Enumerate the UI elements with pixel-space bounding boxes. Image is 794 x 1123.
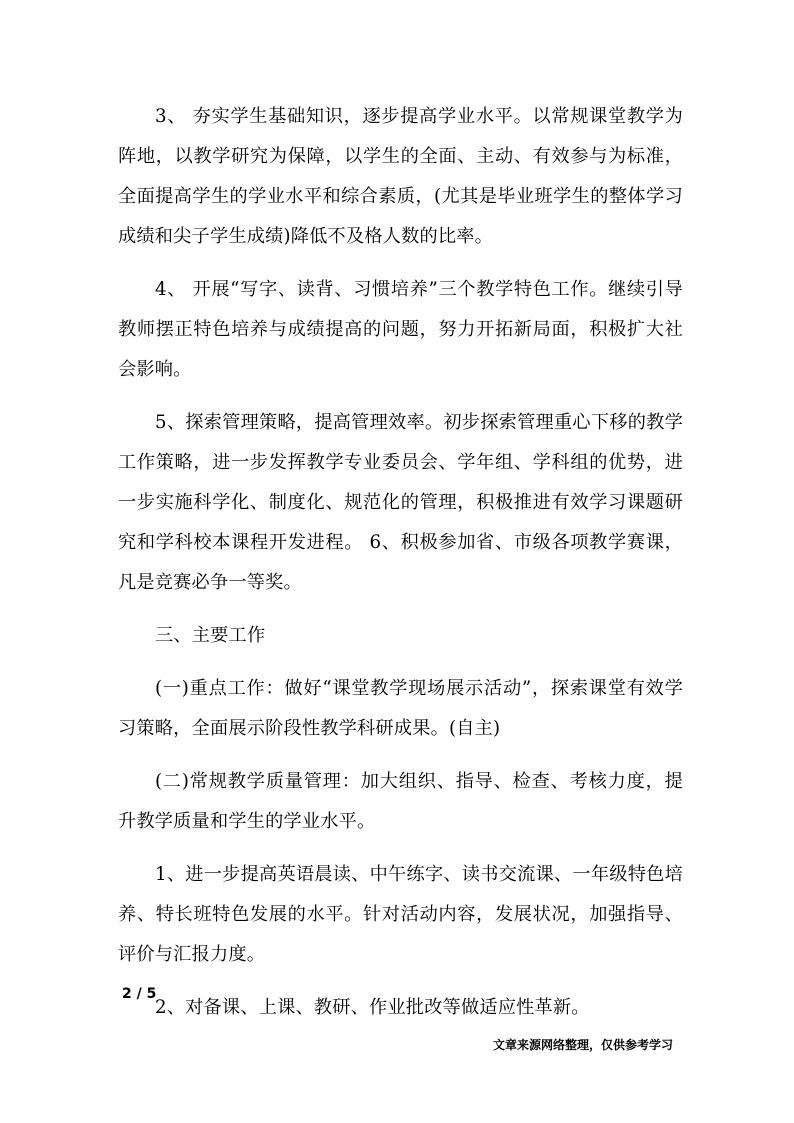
- footer-source-note: 文章来源网络整理，仅供参考学习: [493, 1038, 674, 1052]
- section-heading-main-work: 三、主要工作: [155, 625, 266, 646]
- paragraph-goal-5-6: 5、探索管理策略，提高管理效率。初步探索管理重心下移的教学工作策略，进一步发挥教学专业委员会、学年组、学科组的优势，进一步实施科学化、制度化、规范化的管理，积极推进有效学习课题研究和学科校本课程开发进程。 6、积极参加省、市级各项教学赛课，凡是竞赛必争一等奖。: [118, 412, 683, 593]
- paragraph-goal-4: 4、 开展“写字、读背、习惯培养”三个教学特色工作。继续引导教师摆正特色培养与成绩提高的问题，努力开拓新局面，积极扩大社会影响。: [118, 279, 683, 380]
- paragraph-key-work: (一)重点工作：做好“课堂教学现场展示活动”，探索课堂有效学习策略，全面展示阶段性教学科研成果。(自主): [118, 678, 683, 739]
- document-body: [118, 97, 683, 1041]
- paragraph-item-2: 2、对备课、上课、教研、作业批改等做适应性革新。: [155, 997, 590, 1018]
- paragraph-quality-management: (二)常规教学质量管理：加大组织、指导、检查、考核力度，提升教学质量和学生的学业水平。: [118, 771, 683, 832]
- page-number: 2 / 5: [122, 986, 157, 1002]
- paragraph-item-1: 1、进一步提高英语晨读、中午练字、读书交流课、一年级特色培养、特长班特色发展的水平。针对活动内容，发展状况，加强指导、评价与汇报力度。: [118, 864, 683, 965]
- paragraph-goal-3: 3、 夯实学生基础知识，逐步提高学业水平。以常规课堂教学为阵地，以教学研究为保障，以学生的全面、主动、有效参与为标准，全面提高学生的学业水平和综合素质，(尤其是毕业班学生的整体学习成绩和尖子学生成绩)降低不及格人数的比率。: [118, 106, 683, 247]
